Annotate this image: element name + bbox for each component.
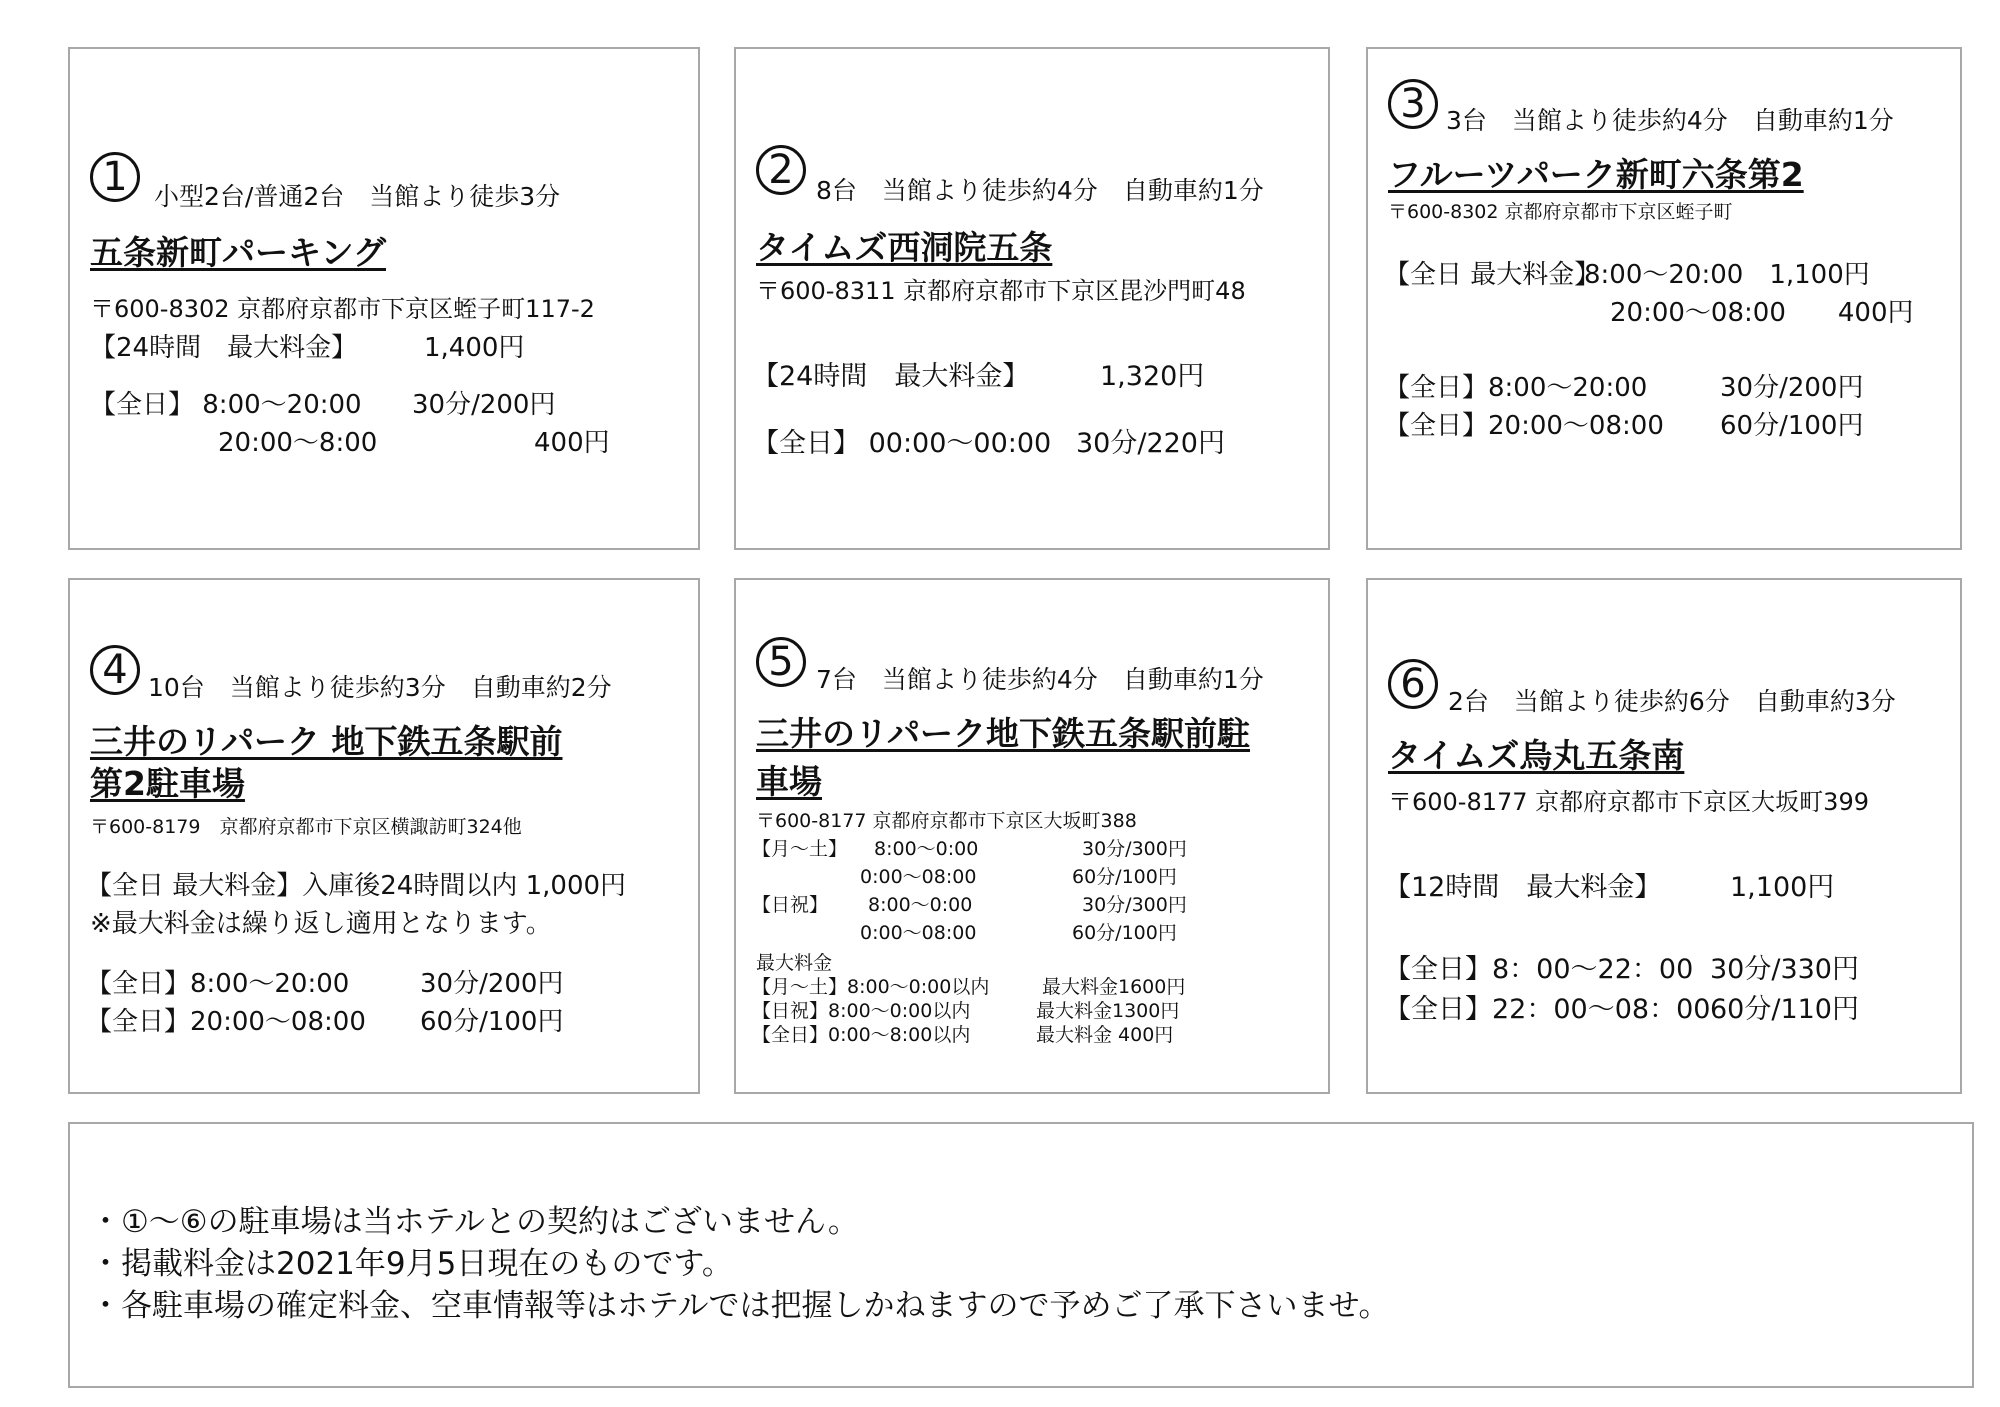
max-line2: 20:00～08:00 400円: [1610, 298, 1914, 328]
card-info: 3台 当館より徒歩約4分 自動車約1分: [1446, 106, 1894, 135]
rate-time: 8:00～0:00: [868, 894, 973, 916]
max-header: 最大料金: [756, 952, 833, 974]
parking-card-4: [68, 578, 700, 1094]
rate-label: 【全日】 8:00～20:00: [90, 390, 362, 420]
card-title: タイムズ烏丸五条南: [1388, 736, 1685, 775]
note-line: ・掲載料金は2021年9月5日現在のものです。: [90, 1246, 733, 1282]
card-info: 7台 当館より徒歩約4分 自動車約1分: [816, 665, 1264, 694]
max-row-label: 【月～土】8:00～0:00以内: [752, 976, 990, 998]
card-address: 〒600-8302 京都府京都市下京区蛭子町117-2: [90, 295, 595, 323]
max-line1: 8:00～20:00 1,100円: [1584, 260, 1870, 290]
parking-card-5: [734, 578, 1330, 1094]
max-row-label: 【全日】0:00～8:00以内: [752, 1024, 971, 1046]
card-address: 〒600-8311 京都府京都市下京区毘沙門町48: [756, 277, 1246, 305]
max-label: 【24時間 最大料金】: [90, 333, 358, 363]
number-circle-5: 5: [756, 637, 806, 687]
max-row-label: 【日祝】8:00～0:00以内: [752, 1000, 971, 1022]
rate-label: 【全日】8:00～20:00: [86, 969, 350, 999]
rate-time: 0:00～08:00: [860, 866, 977, 888]
card-title: 五条新町パーキング: [90, 233, 387, 272]
parking-card-1: [68, 47, 700, 550]
rate-label: 【月～土】: [752, 838, 848, 860]
rate-value: 30分/200円: [420, 969, 564, 999]
note-line: ・各駐車場の確定料金、空車情報等はホテルでは把握しかねますので予めご了承下さいませ。: [90, 1288, 1390, 1324]
rate-value: 60分/110円: [1710, 994, 1859, 1025]
card-address: 〒600-8179 京都府京都市下京区横諏訪町324他: [90, 816, 522, 838]
rate-label: 【全日】8:00～20:00: [1384, 373, 1648, 403]
parking-card-2: [734, 47, 1330, 550]
max-value: 1,100円: [1730, 872, 1835, 903]
rate-time: 0:00～08:00: [860, 922, 977, 944]
max-value: 1,320円: [1100, 361, 1205, 392]
number-circle-1: 1: [90, 152, 140, 202]
rate-value: 30分/300円: [1082, 838, 1187, 860]
card-address: 〒600-8177 京都府京都市下京区大坂町399: [1388, 788, 1869, 816]
max-note: ※最大料金は繰り返し適用となります。: [90, 909, 552, 939]
rate-value: 60分/100円: [1720, 411, 1864, 441]
parking-card-6: [1366, 578, 1962, 1094]
notes-box: [68, 1122, 1974, 1388]
card-title-line2: 車場: [756, 762, 822, 801]
rate-value: 30分/300円: [1082, 894, 1187, 916]
max-text: 【全日 最大料金】入庫後24時間以内 1,000円: [86, 871, 627, 901]
max-row-value: 最大料金1600円: [1042, 976, 1186, 998]
card-info: 小型2台/普通2台 当館より徒歩3分: [154, 182, 561, 211]
number-circle-6: 6: [1388, 659, 1438, 709]
card-address: 〒600-8302 京都府京都市下京区蛭子町: [1388, 201, 1733, 223]
rate-value: 30分/220円: [1076, 428, 1225, 459]
max-value: 1,400円: [424, 333, 525, 363]
card-info: 8台 当館より徒歩約4分 自動車約1分: [816, 176, 1264, 205]
card-title: タイムズ西洞院五条: [756, 228, 1053, 267]
note-line: ・①～⑥の駐車場は当ホテルとの契約はございません。: [90, 1204, 859, 1240]
number-circle-3: 3: [1388, 79, 1438, 129]
max-row-value: 最大料金 400円: [1036, 1024, 1174, 1046]
rate-value: 30分/200円: [1720, 373, 1864, 403]
number-circle-4: 4: [90, 645, 140, 695]
rate-value: 30分/330円: [1710, 954, 1859, 985]
rate-label: 【日祝】: [752, 894, 829, 916]
rate-value: 400円: [534, 428, 610, 458]
card-title-line1: 三井のリパーク地下鉄五条駅前駐: [756, 714, 1251, 753]
rate-label: 【全日】 00:00～00:00: [752, 428, 1052, 459]
rate-label: 【全日】8：00～22：00: [1384, 954, 1694, 985]
rate-label: 【全日】20:00～08:00: [1384, 411, 1664, 441]
max-label: 【24時間 最大料金】: [752, 361, 1030, 392]
max-label: 【全日 最大料金】: [1384, 260, 1601, 290]
rate-value: 30分/200円: [412, 390, 556, 420]
parking-card-3: [1366, 47, 1962, 550]
card-title: フルーツパーク新町六条第2: [1388, 155, 1804, 194]
max-label: 【12時間 最大料金】: [1384, 872, 1662, 903]
rate-value: 60分/100円: [1072, 922, 1177, 944]
rate-label: 【全日】22：00～08：00: [1384, 994, 1711, 1025]
card-title-line1: 三井のリパーク 地下鉄五条駅前: [90, 722, 563, 761]
rate-value: 60分/100円: [1072, 866, 1177, 888]
rate-time: 8:00～0:00: [874, 838, 979, 860]
number-circle-2: 2: [756, 145, 806, 195]
rate-label: 20:00～8:00: [218, 428, 378, 458]
card-title-line2: 第2駐車場: [90, 764, 245, 803]
rate-value: 60分/100円: [420, 1007, 564, 1037]
rate-label: 【全日】20:00～08:00: [86, 1007, 366, 1037]
card-info: 10台 当館より徒歩約3分 自動車約2分: [148, 673, 612, 702]
card-info: 2台 当館より徒歩約6分 自動車約3分: [1448, 687, 1896, 716]
max-row-value: 最大料金1300円: [1036, 1000, 1180, 1022]
card-address: 〒600-8177 京都府京都市下京区大坂町388: [756, 810, 1137, 832]
